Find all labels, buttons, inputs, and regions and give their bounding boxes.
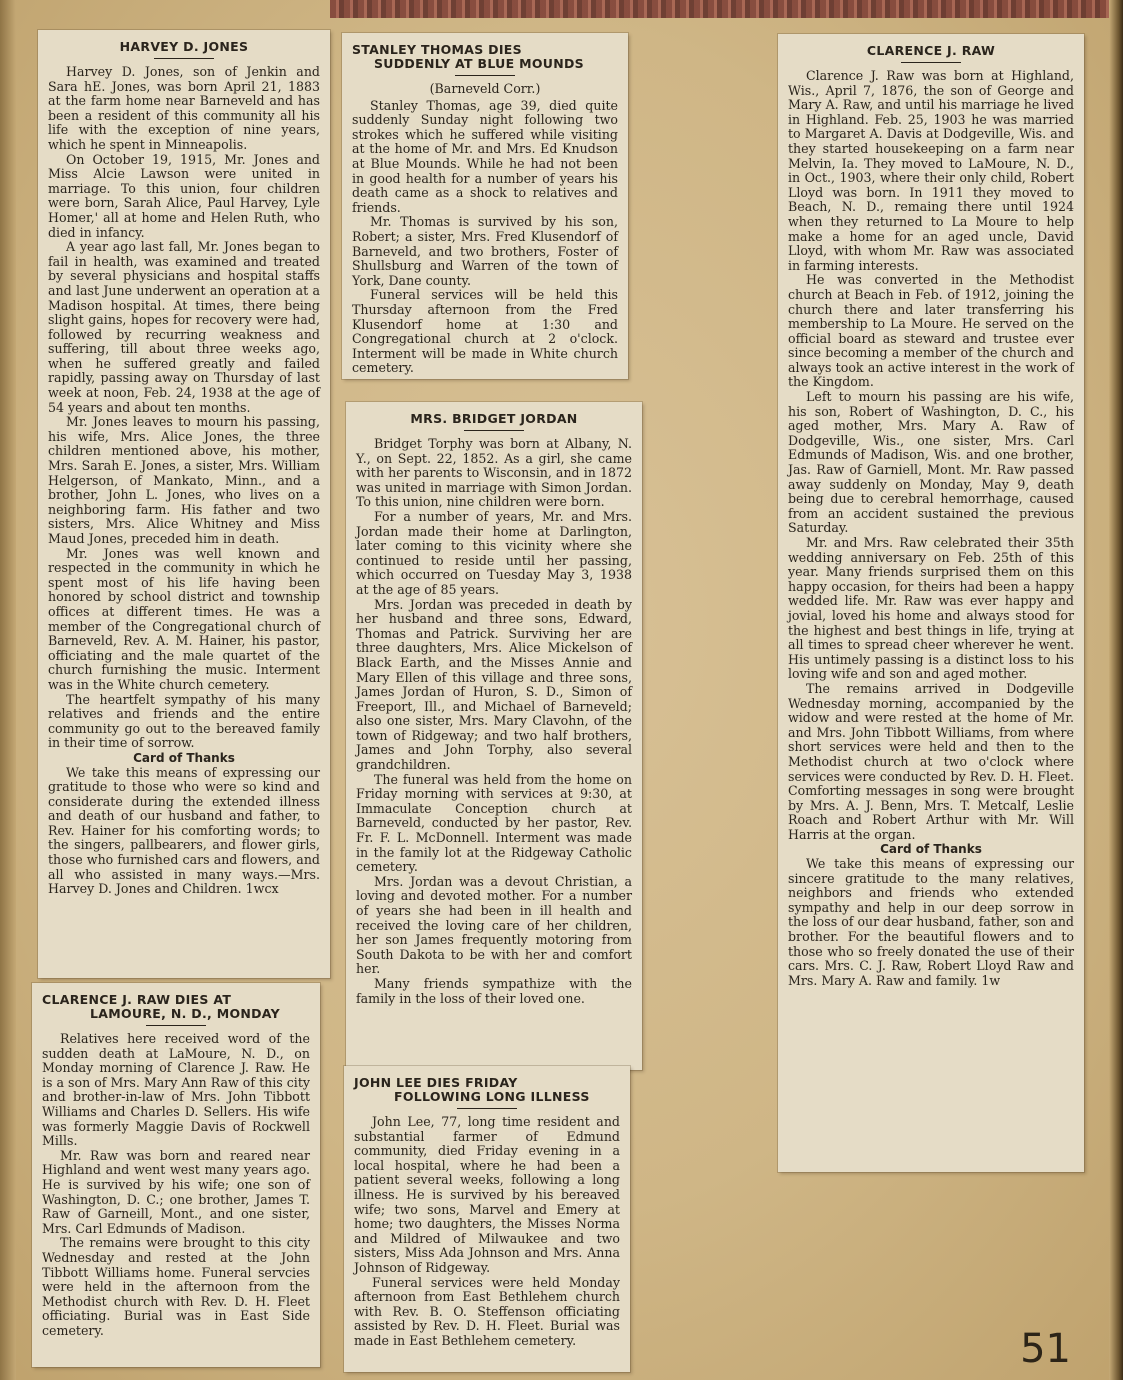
paragraph: Mrs. Jordan was a devout Christian, a loving and devoted mother. For a number of years she had been in ill health and received the loving care of her children, her son James frequently motoring from South Dakota to be with her and comfort her. <box>356 873 632 977</box>
clipping-title <box>42 993 310 1021</box>
paragraph: For a number of years, Mr. and Mrs. Jordan made their home at Darlington, later coming to this vicinity where she continued to reside until her passing, which occurred on Tuesday May 3, 1938 at the age of 85 years. <box>356 508 632 597</box>
paragraph: On October 19, 1915, Mr. Jones and Miss Alcie Lawson were united in marriage. To this union, four children were born, Sarah Alice, Paul Harvey, Lyle Homer,' all at home and Helen Ruth, who died in infancy. <box>48 151 320 240</box>
paragraph: We take this means of expressing our gratitude to those who were so kind and considerate during the extended illness and death of our husband and father, to Rev. Hainer for his comforting words; to the singers, pallbearers, and flower girls, those who furnished cars and flowers, and all who assisted in many ways.—Mrs. Harvey D. Jones and Children. 1wcx <box>48 764 320 897</box>
paragraph: The heartfelt sympathy of his many relatives and friends and the entire community go out to the bereaved family in their time of sorrow. <box>48 691 320 751</box>
card-of-thanks-title: Card of Thanks <box>133 750 235 765</box>
clipping-bridget-jordan <box>346 402 642 1070</box>
paragraph: Mr. Thomas is survived by his son, Robert; a sister, Mrs. Fred Klusendorf of Barneveld, and two brothers, Foster of Shullsburg and Warren of the town of York, Dane county. <box>352 214 618 288</box>
paragraph: Funeral services will be held this Thursday afternoon from the Fred Klusendorf home at 1:30 and Congregational church at 2 o'clock. Interment will be made in White church cemetery. <box>352 287 618 376</box>
paragraph: Harvey D. Jones, son of Jenkin and Sara hE. Jones, was born April 21, 1883 at the farm home near Barneveld and has been a resident of this community all his life with the exception of nine years, which he spent in Minneapolis. <box>48 64 320 152</box>
title-rule <box>154 58 214 59</box>
paragraph: A year ago last fall, Mr. Jones began to fail in health, was examined and treated by several physicians and hospital staffs and last June underwent an operation at a Madison hospital. At times, there being slight gains, hopes for recovery were had, followed by recurring weakness and suffering, till about three weeks ago, when he suffered greatly and failed rapidly, passing away on Thursday of last week at noon, Feb. 24, 1938 at the age of 54 years and about ten months. <box>48 239 320 415</box>
clipping-title: HARVEY D. JONES <box>119 39 249 54</box>
paragraph: Relatives here received word of the sudden death at LaMoure, N. D., on Monday morning of Clarence J. Raw. He is a son of Mrs. Mary Ann Raw of this city and brother-in-law of Mrs. John Tibbott Williams and Charles D. Sellers. His wife was formerly Maggie Davis of Rockwell Mills. <box>42 1031 310 1149</box>
title-line: CLARENCE J. RAW DIES AT <box>42 992 232 1007</box>
paragraph: John Lee, 77, long time resident and substantial farmer of Edmund community, died Friday evening in a local hospital, where he had been a patient several weeks, following a long illness. He is survived by his bereaved wife; two sons, Marvel and Emery at home; two daughters, the Misses Norma and Mildred of Milwaukee and two sisters, Miss Ada Johnson and Mrs. Anna Johnson of Ridgeway. <box>354 1114 620 1275</box>
title-line: SUDDENLY AT BLUE MOUNDS <box>374 56 584 71</box>
paragraph: Mr. Raw was born and reared near Highland and went west many years ago. He is survived by his wife; one son of Washington, D. C.; one brother, James T. Raw of Garneill, Mont., and one sister, Mrs. Carl Edmunds of Madison. <box>42 1147 310 1236</box>
card-of-thanks-title: Card of Thanks <box>880 842 982 857</box>
clipping-title: MRS. BRIDGET JORDAN <box>410 411 578 426</box>
paragraph: The remains were brought to this city Wednesday and rested at the John Tibbott Williams home. Funeral servcies were held in the afternoon from the Methodist church with Rev. D. H. Fleet officiating. Burial was in East Side cemetery. <box>42 1235 310 1338</box>
clipping-title: CLARENCE J. RAW <box>866 43 996 58</box>
paragraph: The remains arrived in Dodgeville Wednesday morning, accompanied by the widow and were rested at the home of Mr. and Mrs. John Tibbott Williams, from where short services were held and then to the Methodist church at two o'clock where services were conducted by Rev. D. H. Fleet. Comforting messages in song were brought by Mrs. A. J. Benn, Mrs. T. Metcalf, Leslie Roach and Robert Arthur with Mr. Will Harris at the organ. <box>788 680 1074 842</box>
title-rule <box>464 430 524 431</box>
title-line: FOLLOWING LONG ILLNESS <box>394 1089 590 1104</box>
paragraph: Mr. and Mrs. Raw celebrated their 35th wedding anniversary on Feb. 25th of this year. Many friends surprised them on this happy occasion, for theirs had been a happy wedded life. Mr. Raw was ever happy and jovial, loved his home and always stood for the highest and best things in life, trying at all times to spread cheer wherever he went. His untimely passing is a distinct loss to his loving wife and son and aged mother. <box>788 535 1074 682</box>
paragraph: Many friends sympathize with the family in the loss of their loved one. <box>356 975 632 1006</box>
paragraph: Mrs. Jordan was preceded in death by her husband and three sons, Edward, Thomas and Patrick. Surviving her are three daughters, Mrs. Alice Mickelson of Black Earth, and the Misses Annie and Mary Ellen of this village and three sons, James Jordan of Huron, S. D., Simon of Freeport, Ill., and Michael of Barneveld; also one sister, Mrs. Mary Clavohn, of the town of Ridgeway; and two half brothers, James and John Torphy, also several grandchildren. <box>356 596 632 773</box>
page-number: 51 <box>1020 1326 1071 1372</box>
paragraph: He was converted in the Methodist church at Beach in Feb. of 1912, joining the church there and later transferring his membership to La Moure. He served on the official board as steward and trustee ever since becoming a member of the church and always took an active interest in the work of the Kingdom. <box>788 272 1074 390</box>
paragraph: Clarence J. Raw was born at Highland, Wis., April 7, 1876, the son of George and Mary A. Raw, and until his marriage he lived in Highland. Feb. 25, 1903 he was married to Margaret A. Davis at Dodgeville, Wis. and they started housekeeping on a farm near Melvin, Ia. They moved to LaMoure, N. D., in Oct., 1903, where their only child, Robert Lloyd was born. In 1911 they moved to Beach, N. D., remaing there until 1924 when they returned to La Moure to help make a home for an aged uncle, David Lloyd, with whom Mr. Raw was associated in farming interests. <box>788 68 1074 273</box>
clipping-title <box>354 1076 620 1104</box>
title-line: LAMOURE, N. D., MONDAY <box>90 1006 280 1021</box>
title-rule <box>457 1108 517 1109</box>
clipping-harvey-jones <box>38 30 330 978</box>
paragraph: We take this means of expressing our sincere gratitude to the many relatives, neighbors and friends who extended sympathy and help in our deep sorrow in the loss of our dear husband, father, son and brother. For the beautiful flowers and to those who so freely donated the use of their cars. Mrs. C. J. Raw, Robert Lloyd Raw and Mrs. Mary A. Raw and family. 1w <box>788 856 1074 988</box>
page-binding <box>0 0 16 1380</box>
title-line: STANLEY THOMAS DIES <box>352 42 522 57</box>
paragraph: Stanley Thomas, age 39, died quite suddenly Sunday night following two strokes which he suffered while visiting at the home of Mr. and Mrs. Ed Knudson at Blue Mounds. While he had not been in good health for a number of years his death came as a shock to relatives and friends. <box>352 97 618 215</box>
title-rule <box>455 75 515 76</box>
clipping-title <box>352 43 618 71</box>
correspondent-line: (Barneveld Corr.) <box>429 81 541 96</box>
title-line: JOHN LEE DIES FRIDAY <box>354 1075 518 1090</box>
paragraph: Mr. Jones was well known and respected in the community in which he spent most of his life having been honored by school district and township offices at different times. He was a member of the Congregational church of Barneveld, Rev. A. M. Hainer, his pastor, officiating and the male quartet of the church furnishing the music. Interment was in the White church cemetery. <box>48 545 320 692</box>
fabric-edge <box>330 0 1110 18</box>
title-rule <box>146 1025 206 1026</box>
paragraph: Funeral services were held Monday afternoon from East Bethlehem church with Rev. B. O. Steffenson officiating assisted by Rev. D. H. Fleet. Burial was made in East Bethlehem cemetery. <box>354 1274 620 1348</box>
paragraph: Left to mourn his passing are his wife, his son, Robert of Washington, D. C., his aged mother, Mrs. Mary A. Raw of Dodgeville, Wis., one sister, Mrs. Carl Edmunds of Madison, Wis. and one brother, Jas. Raw of Garniell, Mont. Mr. Raw passed away suddenly on Monday, May 9, death being due to cerebral hemorrhage, caused from an accident sustained the previous Saturday. <box>788 389 1074 536</box>
paragraph: Mr. Jones leaves to mourn his passing, his wife, Mrs. Alice Jones, the three children mentioned above, his mother, Mrs. Sarah E. Jones, a sister, Mrs. William Helgerson, of Mankato, Minn., and a brother, John L. Jones, who lives on a neighboring farm. His father and two sisters, Mrs. Alice Whitney and Miss Maud Jones, preceded him in death. <box>48 414 320 546</box>
paragraph: Bridget Torphy was born at Albany, N. Y., on Sept. 22, 1852. As a girl, she came with her parents to Wisconsin, and in 1872 was united in marriage with Simon Jordan. To this union, nine children were born. <box>356 436 632 510</box>
paragraph: The funeral was held from the home on Friday morning with services at 9:30, at Immaculate Conception church at Barneveld, conducted by her pastor, Rev. Fr. F. L. McDonnell. Interment was made in the family lot at the Ridgeway Catholic cemetery. <box>356 771 632 875</box>
clipping-clarence-raw-dies <box>32 983 320 1367</box>
clipping-john-lee <box>344 1066 630 1372</box>
page-edge <box>1109 0 1123 1380</box>
clipping-clarence-raw <box>778 34 1084 1172</box>
title-rule <box>901 62 961 63</box>
clipping-stanley-thomas <box>342 33 628 379</box>
